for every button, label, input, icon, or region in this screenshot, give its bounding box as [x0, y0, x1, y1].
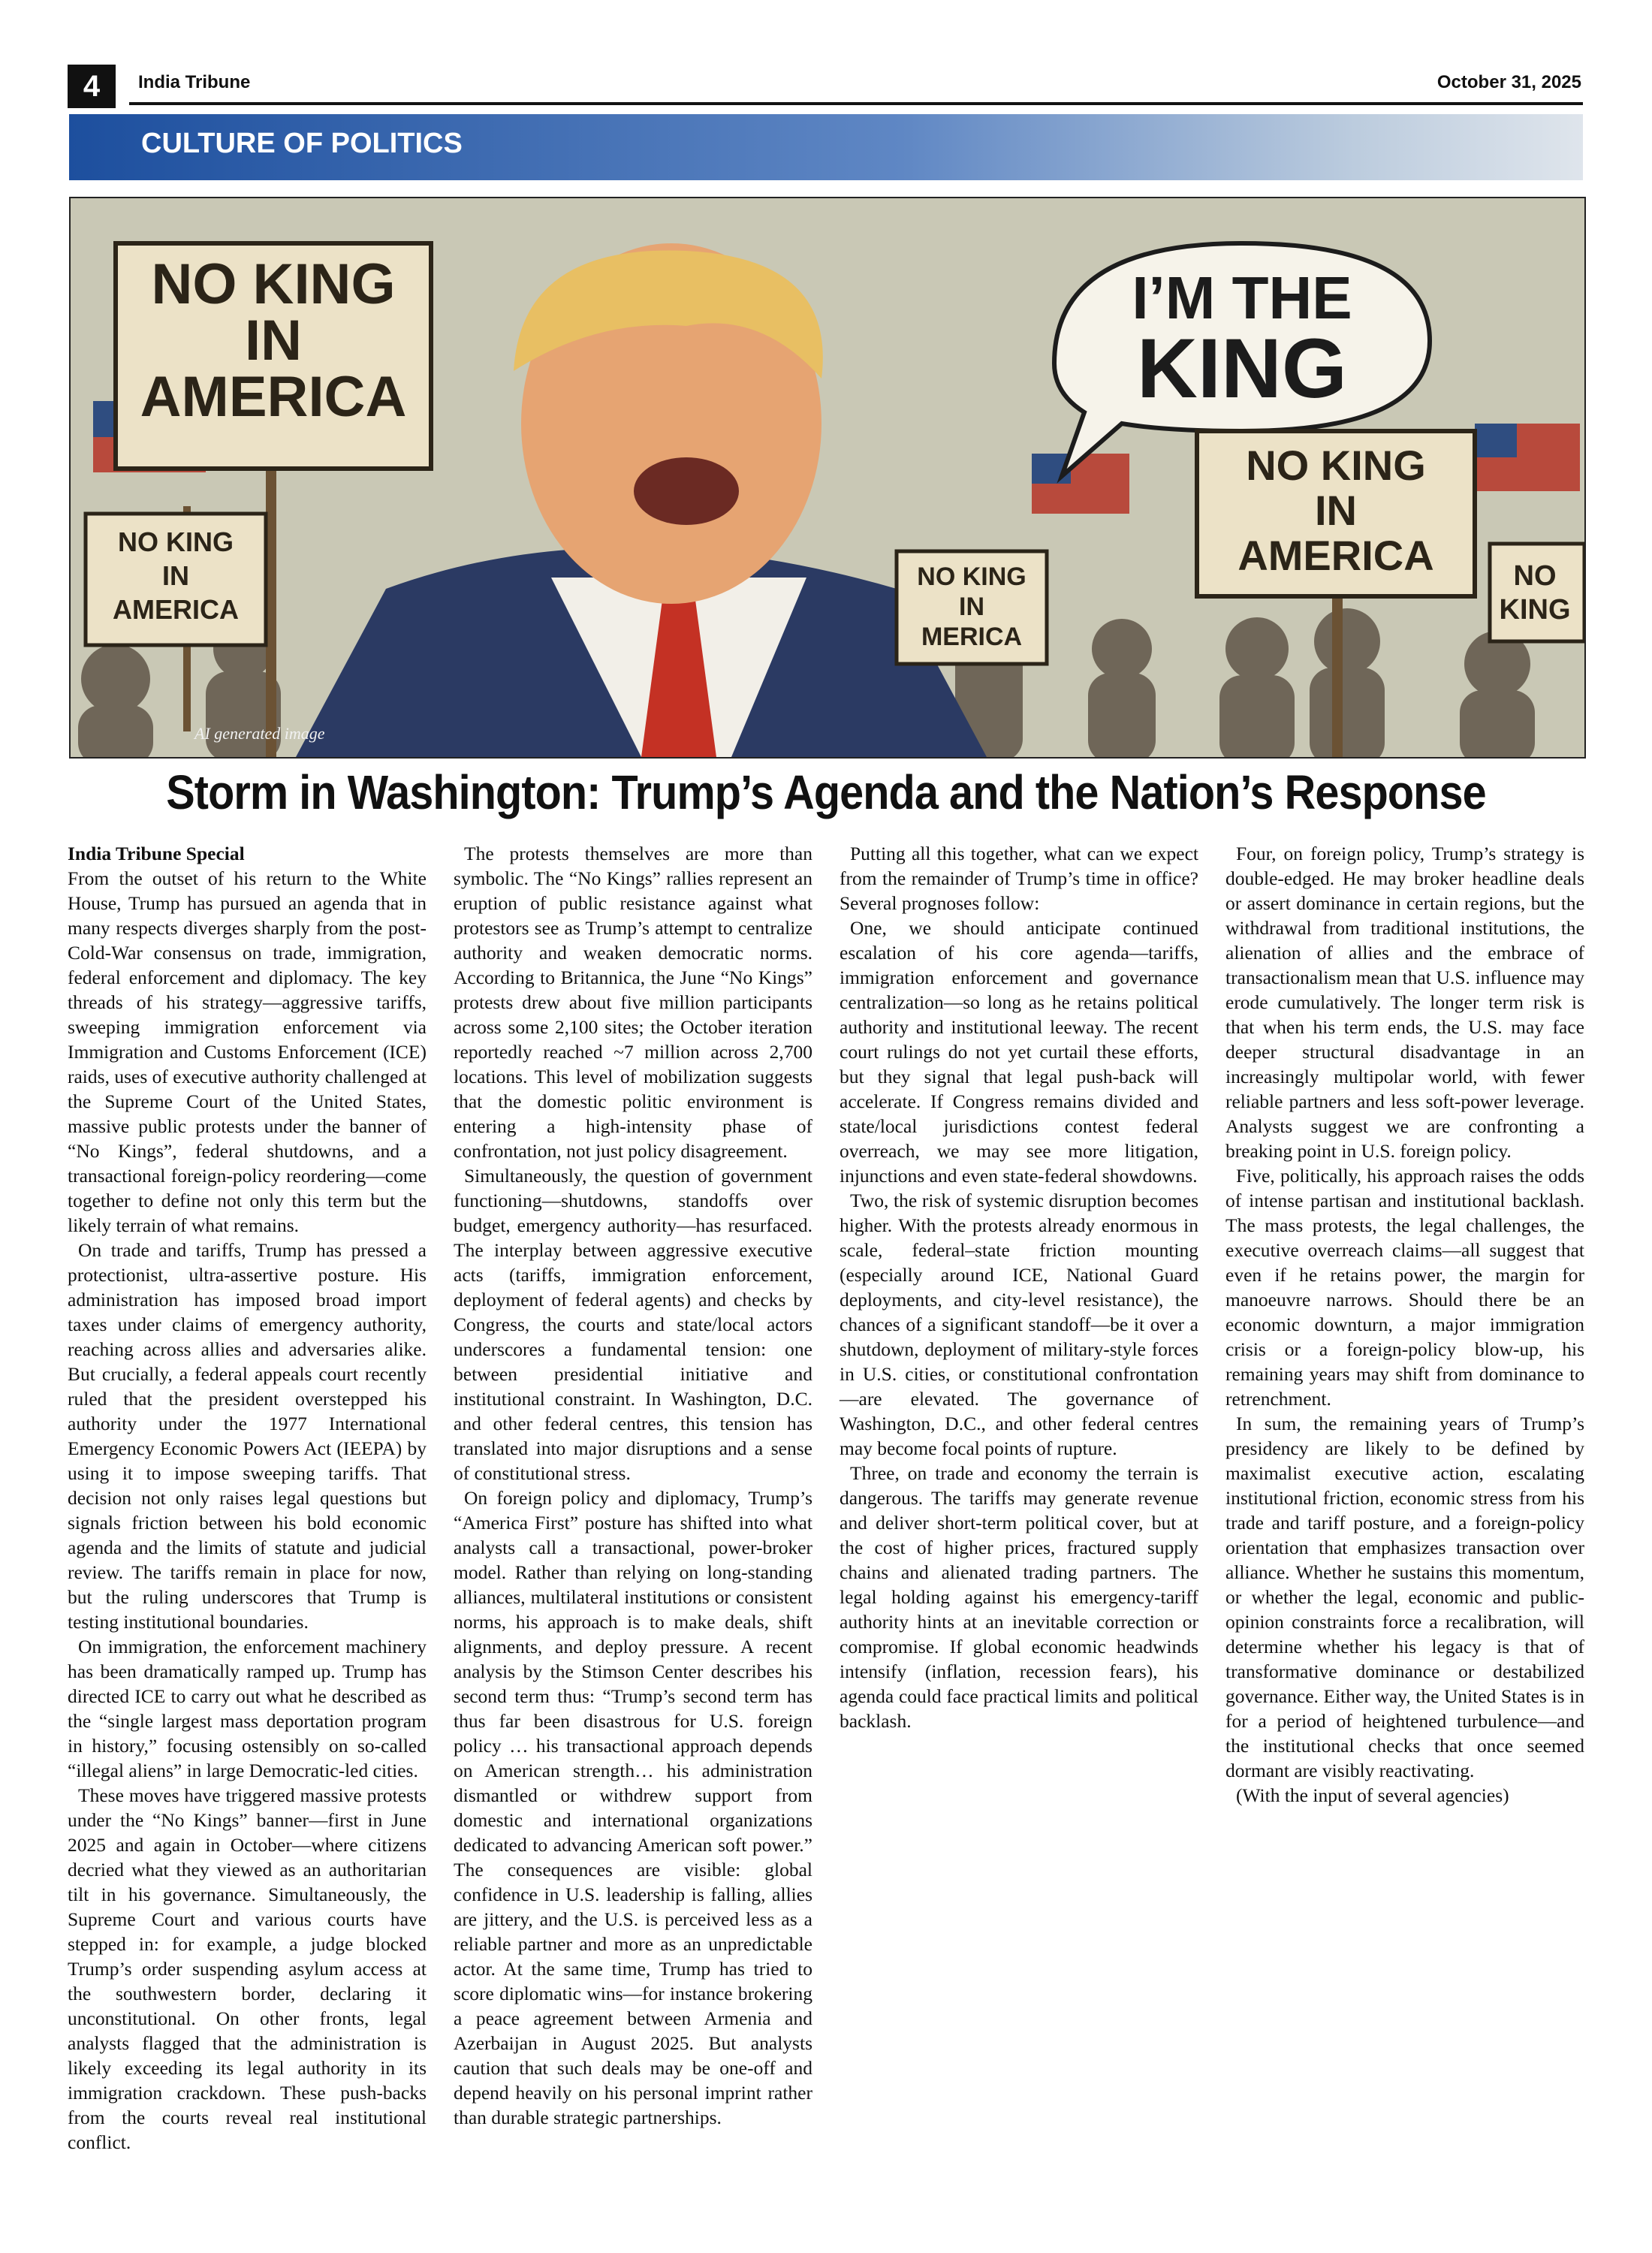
speech-text: KING [1137, 321, 1347, 415]
illustration [69, 197, 1586, 759]
paragraph: Two, the risk of systemic disruption becomes higher. With the protests already enormous in scale, federal–state friction mounting (especially around ICE, National Guard deployments, and city-level resistance), the chances of a significant standoff—be it over a shutdown, deployment of military-style forces in U.S. cities, or constitutional confrontation—are elevated. The governance of Washington, D.C., and other federal centres may become focal points of rupture. [840, 1190, 1198, 1459]
masthead: India Tribune [138, 72, 251, 92]
section-bar [69, 114, 1583, 180]
sign-text: AMERICA [113, 594, 239, 625]
paragraph: Three, on trade and economy the terrain is dangerous. The tariffs may generate revenue and deliver short-term political cover, but at the cost of higher prices, fractured supply chains and alienated trading partners. The legal holding against his emergency-tariff authority hints at an inevitable correction or compromise. If global economic headwinds intensify (inflation, recession fears), his agenda could face practical limits and political backlash. [840, 1462, 1198, 1732]
sign-text: NO KING [117, 526, 234, 557]
byline: India Tribune Special [68, 843, 245, 864]
sign-text: NO KING [917, 562, 1026, 591]
article-column-3 [840, 841, 1198, 1733]
paragraph: The protests themselves are more than symbolic. The “No Kings” rallies represent an eruption of public resistance against what protestors see as Trump’s attempt to centralize authority and weaken democratic norms. According to Britannica, the June “No Kings” protests drew about five million participants across some 2,100 sites; the October iteration reportedly reached ~7 million across 2,700 locations. This level of mobilization suggests that the domestic politic environment is entering a high-intensity phase of confrontation, not just policy disagreement. [454, 843, 812, 1162]
sign-text: AMERICA [1237, 532, 1434, 579]
speech-text: I’M THE [1132, 264, 1352, 331]
sign-text: IN [1315, 487, 1357, 534]
illustration-canvas [71, 198, 1584, 757]
header-rule [129, 102, 1583, 105]
paragraph: On immigration, the enforcement machinery has been dramatically ramped up. Trump has directed ICE to carry out what he described as the “single largest mass deportation program in history,” focusing ostensibly on so-called “illegal aliens” in large Democratic-led cities. [68, 1636, 427, 1781]
article-headline: Storm in Washington: Trump’s Agenda and the Nation’s Response [166, 765, 1486, 819]
paragraph: In sum, the remaining years of Trump’s presidency are likely to be defined by maximalist executive action, escalating institutional friction, economic stress from his trade and tariff posture, and a foreign-policy orientation that emphasizes transaction over alliance. Whether he sustains this momentum, or whether the legal, economic and public-opinion constraints force a recalibration, will determine whether his legacy is that of transformative dominance or destabilized governance. Either way, the United States is in for a period of heightened turbulence—and the institutional checks that once seemed dormant are visibly reactivating. [1225, 1413, 1584, 1781]
sign-text: IN [245, 309, 302, 372]
sign-right-small [1490, 544, 1584, 641]
article-column-2 [454, 841, 812, 2130]
issue-date: October 31, 2025 [1436, 72, 1581, 92]
paragraph: (With the input of several agencies) [1236, 1784, 1509, 1806]
paragraph: These moves have triggered massive protests under the “No Kings” banner—first in June 2025 and again in October—where citizens decried what they viewed as an authoritarian tilt in his governance. Simultaneously, the Supreme Court and various courts have stepped in: for example, a judge blocked Trump’s order suspending asylum access at the southwestern border, declaring it unconstitutional. On other fronts, legal analysts flagged that the administration is likely exceeding its legal authority in its immigration crackdown. These push-backs from the courts reveal real institutional conflict. [68, 1784, 427, 2153]
paragraph: Five, politically, his approach raises the odds of intense partisan and institutional backlash. The mass protests, the legal challenges, the executive overreach claims—all suggest that even if he retains power, the margin for manoeuvre narrows. Should there be an economic downturn, a major immigration crisis or a foreign-policy blow-up, his remaining years may shift from dominance to retrenchment. [1225, 1165, 1584, 1410]
article-column-1 [68, 841, 427, 2155]
sign-text: NO KING [151, 252, 396, 316]
sign-text: NO KING [1246, 442, 1426, 489]
sign-text: MERICA [921, 623, 1023, 651]
sign-text: AMERICA [140, 365, 407, 429]
paragraph: Four, on foreign policy, Trump’s strategy is double-edged. He may broker headline deals or assert dominance in certain regions, but the withdrawal from traditional institutions, the alienation of allies and the embrace of transactionalism mean that U.S. influence may erode cumulatively. The longer term risk is that when his term ends, the U.S. may face deeper structural disadvantage in an increasingly multipolar world, with fewer reliable partners and less soft-power leverage. Analysts suggest we are confronting a breaking point in U.S. foreign policy. [1225, 843, 1584, 1162]
paragraph: From the outset of his return to the White House, Trump has pursued an agenda that in many respects diverges sharply from the post-Cold-War consensus on trade, immigration, federal enforcement and diplomacy. The key threads of his strategy—aggressive tariffs, sweeping immigration enforcement via Immigration and Customs Enforcement (ICE) raids, uses of executive authority challenged at the Supreme Court of the United States, massive public protests under the banner of “No Kings”, federal shutdowns, and a transactional foreign-policy reordering—come together to define not only this term but the likely terrain of what remains. [68, 867, 427, 1236]
paragraph: On trade and tariffs, Trump has pressed a protectionist, ultra-assertive posture. His administration has imposed broad import taxes under claims of emergency authority, reaching across allies and adversaries alike. But crucially, a federal appeals court recently ruled that the president overstepped his authority under the 1977 International Emergency Economic Powers Act (IEEPA) by using it to impose sweeping tariffs. That decision not only raises legal questions but signals friction between his bold economic agenda and the limits of statute and judicial review. The tariffs remain in place for now, but the ruling underscores that Trump is testing institutional boundaries. [68, 1239, 427, 1633]
sign-text: NO [1513, 560, 1557, 592]
image-caption: AI generated image [194, 724, 325, 743]
sign-text: IN [959, 593, 984, 621]
paragraph: Simultaneously, the question of government functioning—shutdowns, standoffs over budget, emergency authority—has resurfaced. The interplay between aggressive executive acts (tariffs, immigration enforcement, deployment of federal agents) and checks by Congress, the courts and state/local actors underscores a fundamental tension: one between presidential initiative and institutional constraint. In Washington, D.C. and other federal centres, this tension has translated into major disruptions and a sense of constitutional stress. [454, 1165, 812, 1484]
paragraph: On foreign policy and diplomacy, Trump’s “America First” posture has shifted into what analysts call a transactional, power-broker model. Rather than relying on long-standing alliances, multilateral institutions or consistent norms, his approach is to make deals, shift alignments, and deploy pressure. A recent analysis by the Stimson Center describes his second term thus: “Trump’s second term has thus far been disastrous for U.S. foreign policy … his transactional approach depends on American strength… his administration dismantled or withdrew support from domestic and international organizations dedicated to advancing American soft power.” The consequences are visible: global confidence in U.S. leadership is falling, allies are jittery, and the U.S. is perceived less as a reliable partner and more as an unpredictable actor. At the same time, Trump has tried to score diplomatic wins—for instance brokering a peace agreement between Armenia and Azerbaijan in August 2025. But analysts caution that such deals may be one-off and depend heavily on his personal imprint rather than durable strategic partnerships. [454, 1487, 812, 2128]
paragraph: Putting all this together, what can we expect from the remainder of Trump’s time in office? Several prognoses follow: [840, 843, 1198, 914]
sign-text: KING [1499, 594, 1571, 626]
section-title: CULTURE OF POLITICS [141, 128, 463, 159]
paragraph: One, we should anticipate continued escalation of his core agenda—tariffs, immigration enforcement and governance centralization—so long as he retains political authority and institutional leeway. The recent court rulings do not yet curtail these efforts, but they signal that legal push-back will accelerate. If Congress remains divided and state/local jurisdictions contest federal overreach, we may see more litigation, injunctions and even state-federal showdowns. [840, 917, 1198, 1187]
sign-text: IN [162, 560, 189, 591]
page-number: 4 [68, 65, 116, 108]
sign-middle-small [897, 551, 1047, 664]
article-column-4 [1225, 841, 1584, 1808]
